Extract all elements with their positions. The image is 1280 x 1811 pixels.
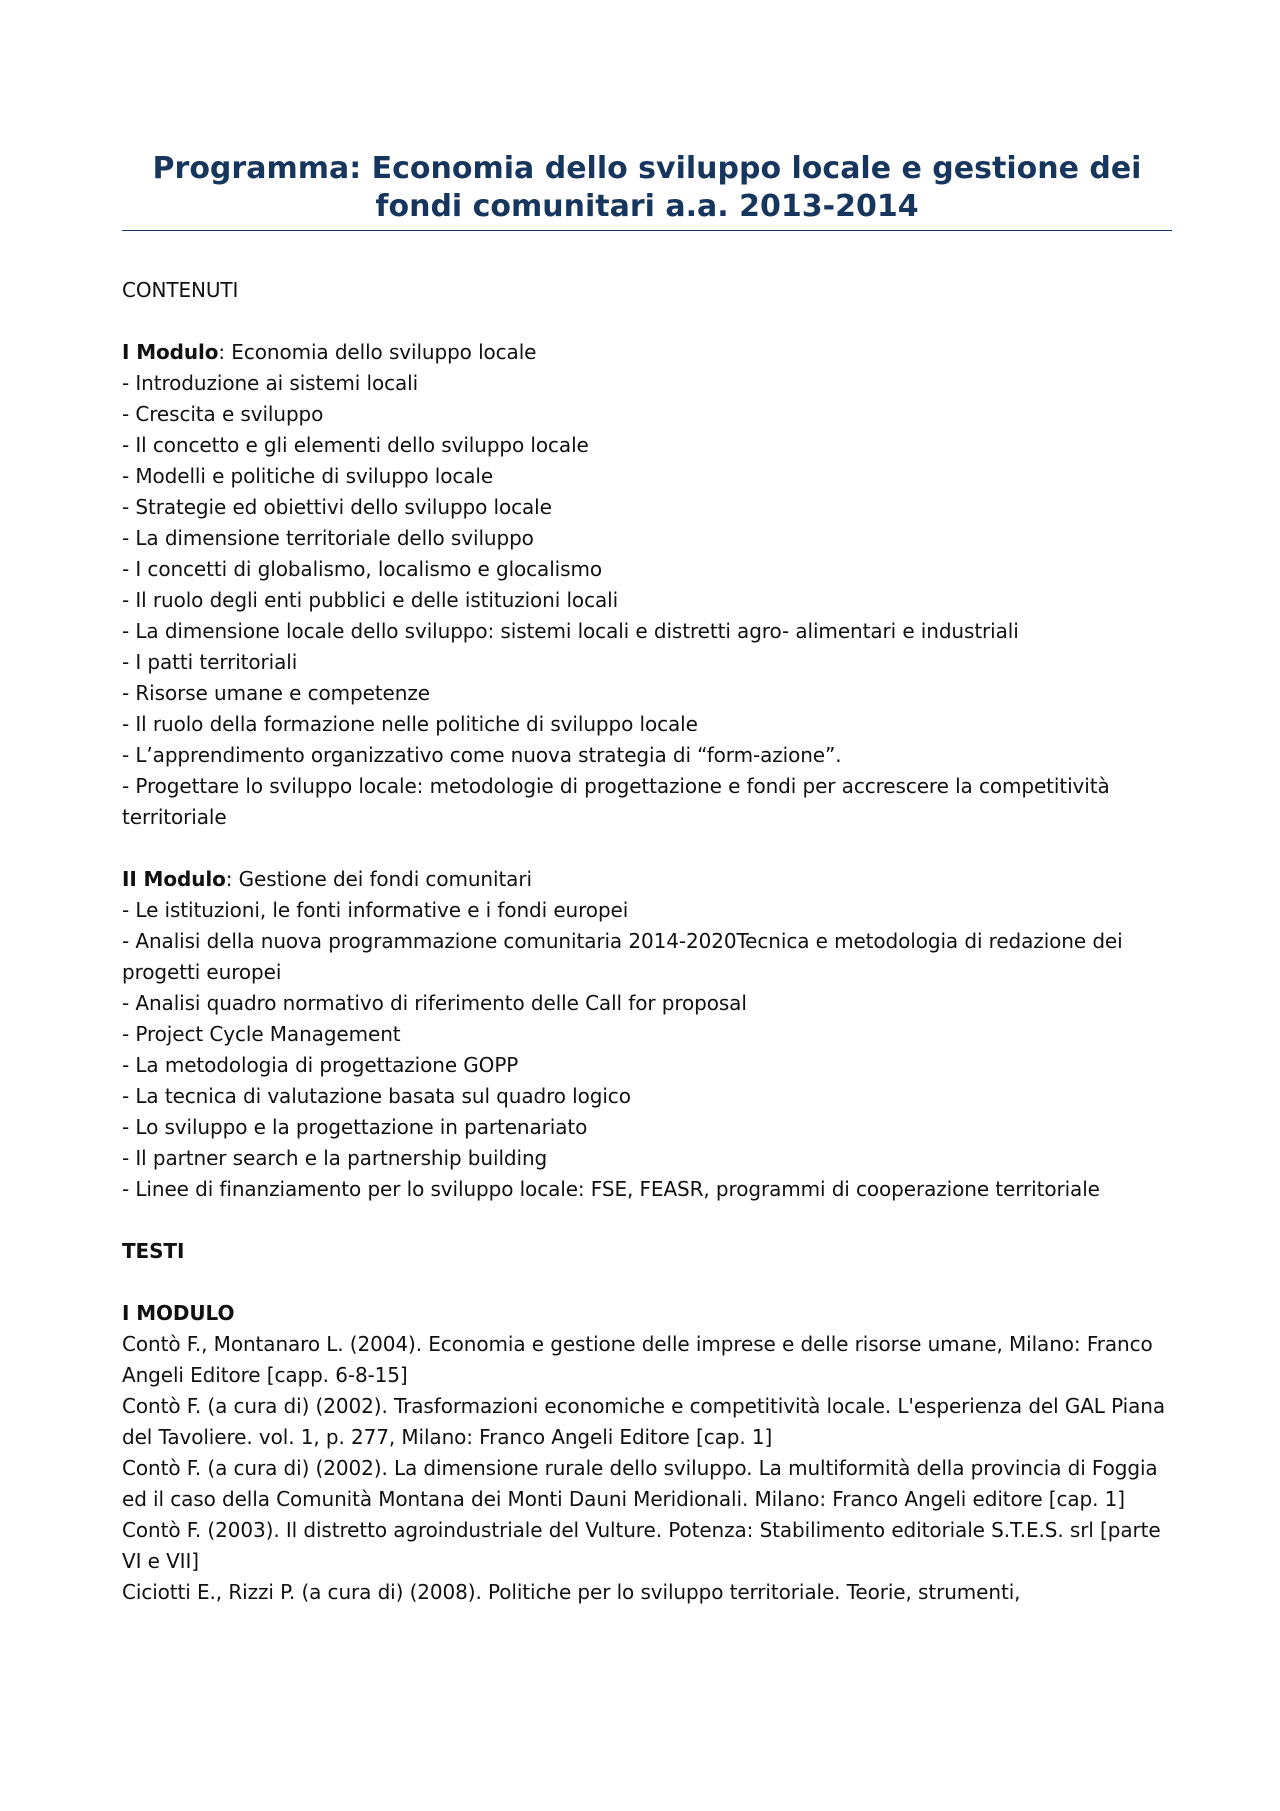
list-item: - Progettare lo sviluppo locale: metodologie di progettazione e fondi per accrescere la competitività territoriale: [122, 774, 1110, 829]
document-body: [122, 275, 1172, 1608]
modulo1-list: [122, 368, 1172, 833]
list-item: - Il ruolo della formazione nelle politiche di sviluppo locale: [122, 712, 698, 736]
list-item: - Il partner search e la partnership building: [122, 1146, 548, 1170]
list-item: - Il concetto e gli elementi dello sviluppo locale: [122, 433, 589, 457]
list-item: - La metodologia di progettazione GOPP: [122, 1053, 519, 1077]
reference-item: Contò F. (a cura di) (2002). La dimensione rurale dello sviluppo. La multiformità della provincia di Foggia ed il caso della Comunità Montana dei Monti Dauni Meridionali. Milano: Franco Angeli editore [cap. 1]: [122, 1456, 1158, 1511]
list-item: - I concetti di globalismo, localismo e glocalismo: [122, 557, 602, 581]
list-item: - Crescita e sviluppo: [122, 402, 324, 426]
list-item: - Il ruolo degli enti pubblici e delle istituzioni locali: [122, 588, 619, 612]
spacer: [122, 306, 1172, 337]
list-item: - Strategie ed obiettivi dello sviluppo locale: [122, 495, 552, 519]
list-item: - Linee di finanziamento per lo sviluppo locale: FSE, FEASR, programmi di cooperazione territoriale: [122, 1177, 1100, 1201]
modulo2-heading: [122, 864, 1172, 895]
spacer: [122, 833, 1172, 864]
document-page: [122, 150, 1172, 1608]
modulo1-label: I Modulo: [122, 340, 219, 364]
list-item: - Project Cycle Management: [122, 1022, 401, 1046]
spacer: [122, 1205, 1172, 1236]
modulo2-list: [122, 895, 1172, 1205]
title-line-1: Programma: Economia dello sviluppo locale e gestione dei: [152, 151, 1142, 186]
list-item: - Risorse umane e competenze: [122, 681, 430, 705]
modulo2-label: II Modulo: [122, 867, 226, 891]
title-underline: [122, 230, 1172, 231]
title-line-2: fondi comunitari a.a. 2013-2014: [375, 189, 919, 224]
reference-item: Contò F. (a cura di) (2002). Trasformazioni economiche e competitività locale. L'esperienza del GAL Piana del Tavoliere. vol. 1, p. 277, Milano: Franco Angeli Editore [cap. 1]: [122, 1394, 1165, 1449]
list-item: - Analisi della nuova programmazione comunitaria 2014-2020Tecnica e metodologia di redazione dei progetti europei: [122, 929, 1123, 984]
reference-item: Contò F. (2003). Il distretto agroindustriale del Vulture. Potenza: Stabilimento editoriale S.T.E.S. srl [parte VI e VII]: [122, 1518, 1161, 1573]
list-item: - Analisi quadro normativo di riferimento delle Call for proposal: [122, 991, 747, 1015]
modulo1-heading: [122, 337, 1172, 368]
list-item: - La tecnica di valutazione basata sul quadro logico: [122, 1084, 631, 1108]
list-item: - La dimensione locale dello sviluppo: sistemi locali e distretti agro- alimentari e industriali: [122, 619, 1019, 643]
modulo1-title: : Economia dello sviluppo locale: [218, 340, 537, 364]
list-item: - Le istituzioni, le fonti informative e i fondi europei: [122, 898, 629, 922]
spacer: [122, 1267, 1172, 1298]
page-title: [122, 150, 1172, 230]
list-item: - Introduzione ai sistemi locali: [122, 371, 419, 395]
reference-list: [122, 1329, 1172, 1608]
list-item: - I patti territoriali: [122, 650, 298, 674]
testi-heading: TESTI: [122, 1239, 185, 1263]
reference-item: Ciciotti E., Rizzi P. (a cura di) (2008). Politiche per lo sviluppo territoriale. Teorie, strumenti,: [122, 1580, 1021, 1604]
modulo2-title: : Gestione dei fondi comunitari: [225, 867, 532, 891]
reference-item: Contò F., Montanaro L. (2004). Economia e gestione delle imprese e delle risorse umane, Milano: Franco Angeli Editore [capp. 6-8-15]: [122, 1332, 1153, 1387]
list-item: - Lo sviluppo e la progettazione in partenariato: [122, 1115, 588, 1139]
list-item: - L’apprendimento organizzativo come nuova strategia di “form-azione”.: [122, 743, 842, 767]
list-item: - Modelli e politiche di sviluppo locale: [122, 464, 494, 488]
list-item: - La dimensione territoriale dello sviluppo: [122, 526, 534, 550]
contenuti-heading: CONTENUTI: [122, 278, 239, 302]
testi-modulo1-heading: I MODULO: [122, 1301, 235, 1325]
